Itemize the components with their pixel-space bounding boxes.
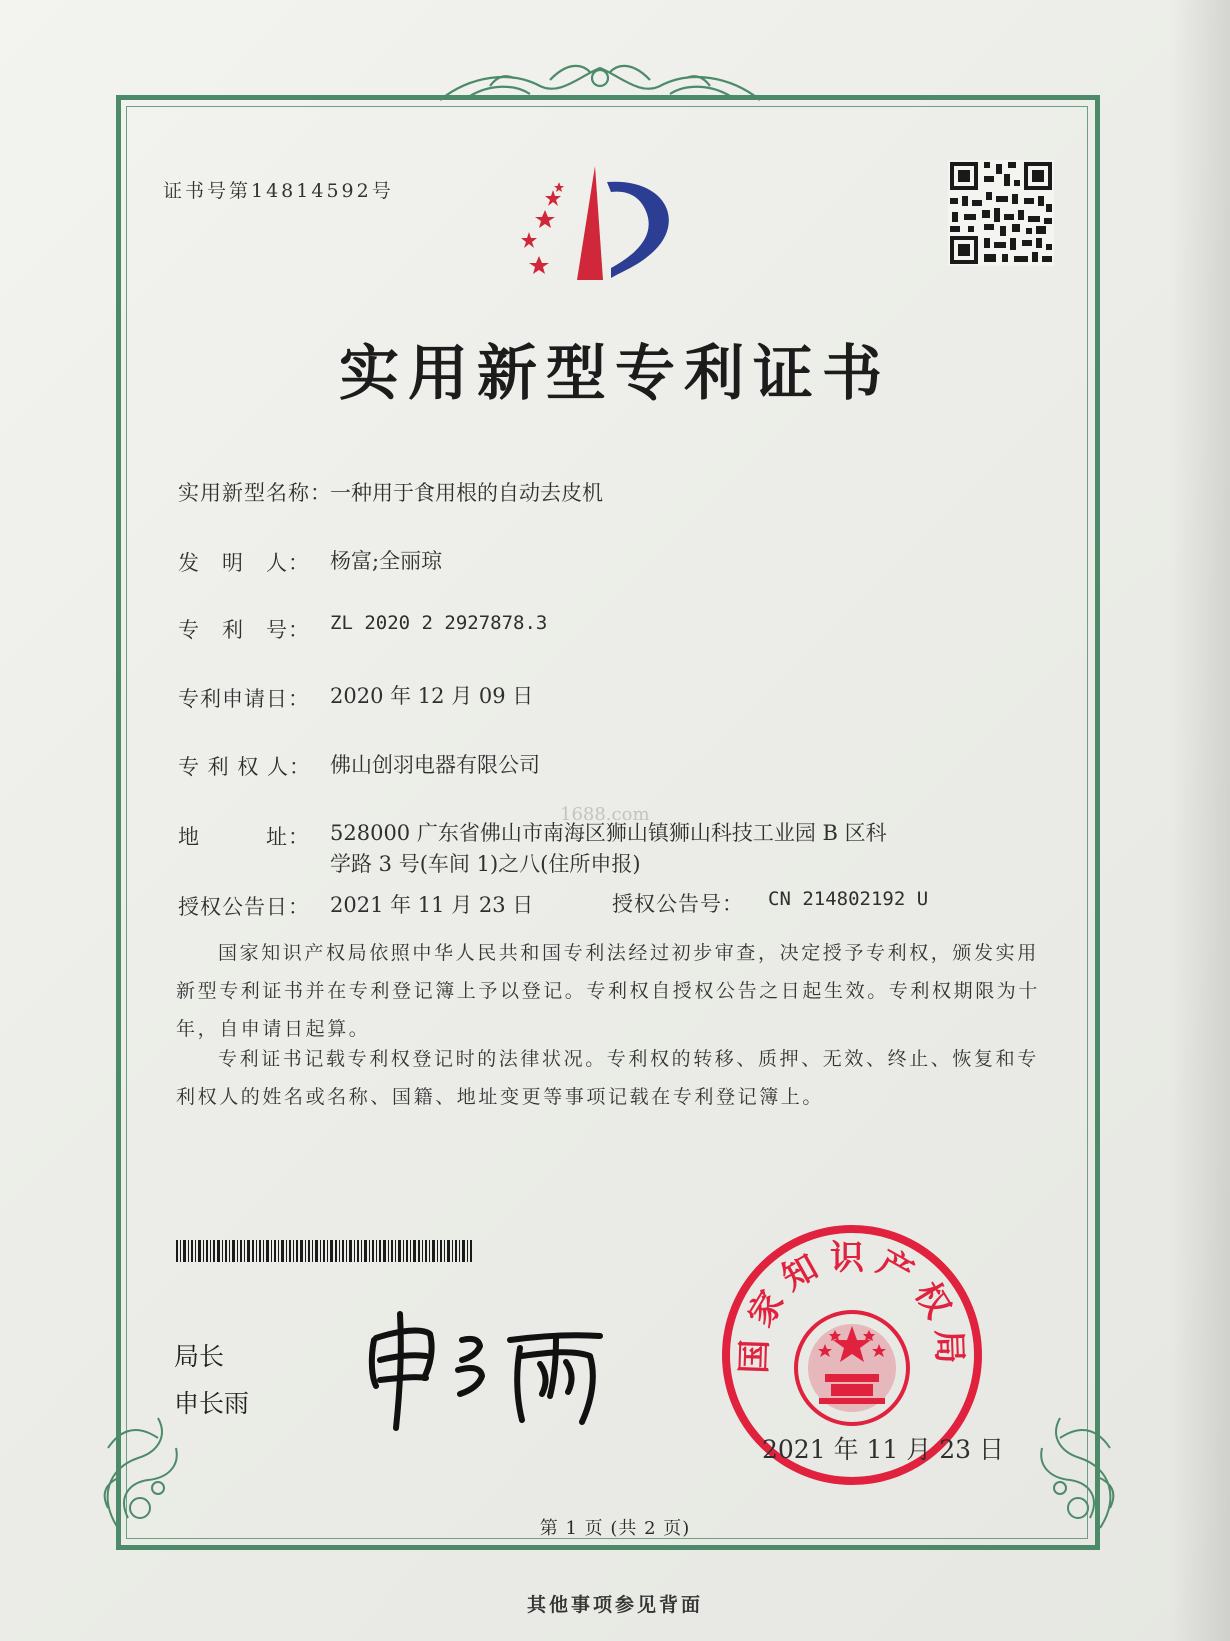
- paper-shadow: [1170, 0, 1230, 1641]
- patentee-label: 专 利 权 人：: [178, 755, 312, 779]
- qr-code-icon: [948, 160, 1054, 266]
- page-number: 第 1 页 (共 2 页): [539, 1518, 691, 1539]
- certificate-title: 实用新型专利证书: [339, 339, 891, 409]
- patent-number-label: 专 利 号：: [178, 618, 310, 642]
- grant-date-value: 2021 年 11 月 23 日: [330, 893, 534, 917]
- address-label: 地 址：: [178, 825, 310, 849]
- handwritten-signature-icon: [360, 1300, 630, 1440]
- grant-number-label: 授权公告号：: [612, 892, 744, 916]
- grant-number-value: CN 214802192 U: [768, 888, 929, 910]
- barcode-icon: [176, 1240, 472, 1262]
- application-date-value: 2020 年 12 月 09 日: [330, 684, 534, 708]
- inventor-label: 发 明 人：: [178, 551, 310, 575]
- body-paragraph-1: 国家知识产权局依照中华人民共和国专利法经过初步审查，决定授予专利权，颁发实用新型专利证书并在专利登记簿上予以登记。专利权自授权公告之日起生效。专利权期限为十年，自申请日起算。: [176, 942, 1041, 1040]
- director-title: 局长: [174, 1342, 225, 1371]
- address-line-1: 528000 广东省佛山市南海区狮山镇狮山科技工业园 B 区科: [330, 821, 887, 845]
- director-name: 申长雨: [174, 1389, 250, 1418]
- name-value: 一种用于食用根的自动去皮机: [330, 481, 603, 505]
- seal-date: 2021 年 11 月 23 日: [762, 1435, 1004, 1464]
- footer-note: 其他事项参见背面: [526, 1594, 703, 1616]
- patentee-value: 佛山创羽电器有限公司: [330, 753, 540, 777]
- certificate-number: 证书号第14814592号: [163, 180, 394, 202]
- patent-number-value: ZL 2020 2 2927878.3: [330, 612, 548, 634]
- top-ornament-icon: [430, 56, 770, 110]
- grant-date-label: 授权公告日：: [178, 895, 310, 919]
- name-label: 实用新型名称：: [178, 481, 332, 505]
- application-date-label: 专利申请日：: [178, 687, 310, 711]
- body-paragraph-2: 专利证书记载专利权登记时的法律状况。专利权的转移、质押、无效、终止、恢复和专利权人的姓名或名称、国籍、地址变更等事项记载在专利登记簿上。: [176, 1048, 1039, 1108]
- inventor-value: 杨富;全丽琼: [330, 549, 443, 573]
- cnipa-logo-icon: [515, 160, 685, 295]
- seal-text: 国家知识产权局: [734, 1237, 970, 1375]
- address-line-2: 学路 3 号(车间 1)之八(住所申报): [330, 852, 641, 876]
- watermark: 1688.com: [560, 804, 650, 825]
